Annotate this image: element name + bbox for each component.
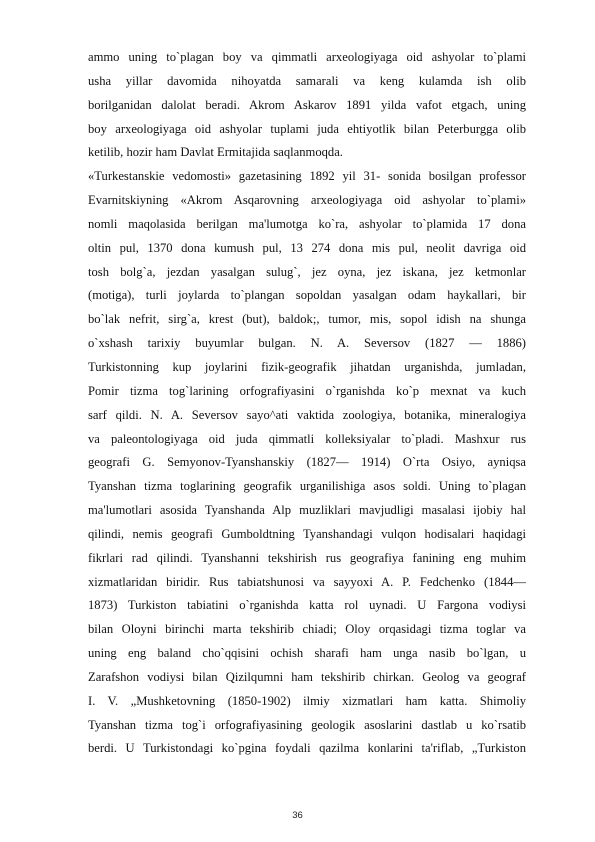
text-line-7: Evarnitskiyning «Akrom Asqarovning arxeologiyaga oid ashyolar to`plami»	[88, 193, 526, 208]
text-line-14: Turkistonning kup joylarini fizik-geografik jihatdan urganishda, jumladan,	[88, 359, 526, 374]
text-line-6: «Turkestanskie vedomosti» gazetasining 1892 yil 31- sonida bosilgan professor	[88, 169, 526, 184]
text-line-24: 1873) Turkiston tabiatini o`rganishda katta rol uynadi. U Fargona vodiysi	[88, 598, 526, 613]
text-line-18: geografi G. Semyonov-Tyanshanskiy (1827— 1914) O`rta Osiyo, ayniqsa	[88, 455, 526, 470]
text-line-17: va paleontologiyaga oid juda qimmatli kolleksiyalar to`pladi. Mashxur rus	[88, 431, 526, 446]
text-line-30: berdi. U Turkistondagi ko`pgina foydali qazilma konlarini ta'riflab, „Turkiston	[88, 741, 526, 756]
text-line-12: bo`lak nefrit, sirg`a, krest (but), baldok;, tumor, mis, sopol idish na shunga	[88, 312, 526, 327]
text-line-15: Pomir tizma tog`larining orfografiyasini o`rganishda ko`p mexnat va kuch	[88, 383, 526, 398]
text-line-5: ketilib, hozir ham Davlat Ermitajida saqlanmoqda.	[88, 145, 343, 160]
page-number: 36	[292, 810, 303, 821]
text-line-16: sarf qildi. N. A. Seversov sayo^ati vaktida zoologiya, botanika, mineralogiya	[88, 407, 526, 422]
text-line-27: Zarafshon vodiysi bilan Qizilqumni ham tekshirib chirkan. Geolog va geograf	[88, 669, 526, 684]
text-line-10: tosh bolg`a, jezdan yasalgan sulug`, jez oyna, jez iskana, jez ketmonlar	[88, 264, 526, 279]
body-text	[88, 46, 526, 761]
text-line-23: xizmatlaridan biridir. Rus tabiatshunosi va sayyoxi A. P. Fedchenko (1844—	[88, 574, 526, 589]
text-line-28: I. V. „Mushketovning (1850-1902) ilmiy xizmatlari ham katta. Shimoliy	[88, 693, 526, 708]
text-line-4: boy arxeologiyaga oid ashyolar tuplami juda ehtiyotlik bilan Peterburgga olib	[88, 121, 526, 136]
text-line-20: ma'lumotlari asosida Tyanshanda Alp muzliklari mavjudligi masalasi ijobiy hal	[88, 503, 526, 518]
text-line-1: ammo uning to`plagan boy va qimmatli arxeologiyaga oid ashyolar to`plami	[88, 50, 526, 64]
text-line-21: qilindi, nemis geografi Gumboldtning Tyanshandagi vulqon hodisalari haqidagi	[88, 526, 526, 541]
text-line-8: nomli maqolasida berilgan ma'lumotga ko`ra, ashyolar to`plamida 17 dona	[88, 216, 526, 231]
text-line-26: uning eng baland cho`qqisini ochish sharafi ham unga nasib bo`lgan, u	[88, 646, 526, 661]
text-line-11: (motiga), turli joylarda to`plangan sopoldan yasalgan odam haykallari, bir	[88, 288, 526, 303]
text-line-13: o`xshash tarixiy buyumlar bulgan. N. A. Seversov (1827 — 1886)	[88, 336, 526, 351]
text-line-22: fikrlari rad qilindi. Tyanshanni tekshirish rus geografiya fanining eng muhim	[88, 550, 526, 565]
text-line-3: borilganidan dalolat beradi. Akrom Askarov 1891 yilda vafot etgach, uning	[88, 97, 526, 112]
text-line-29: Tyanshan tizma tog`i orfografiyasining geologik asoslarini dastlab u ko`rsatib	[88, 717, 526, 732]
text-line-9: oltin pul, 1370 dona kumush pul, 13 274 dona mis pul, neolit davriga oid	[88, 240, 526, 255]
text-line-2: usha yillar davomida nihoyatda samarali va keng kulamda ish olib	[88, 73, 526, 88]
text-line-25: bilan Oloyni birinchi marta tekshirib chiadi; Oloy orqasidagi tizma toglar va	[88, 622, 526, 637]
text-line-19: Tyanshan tizma toglarining geografik urganilishiga asos soldi. Uning to`plagan	[88, 479, 526, 494]
